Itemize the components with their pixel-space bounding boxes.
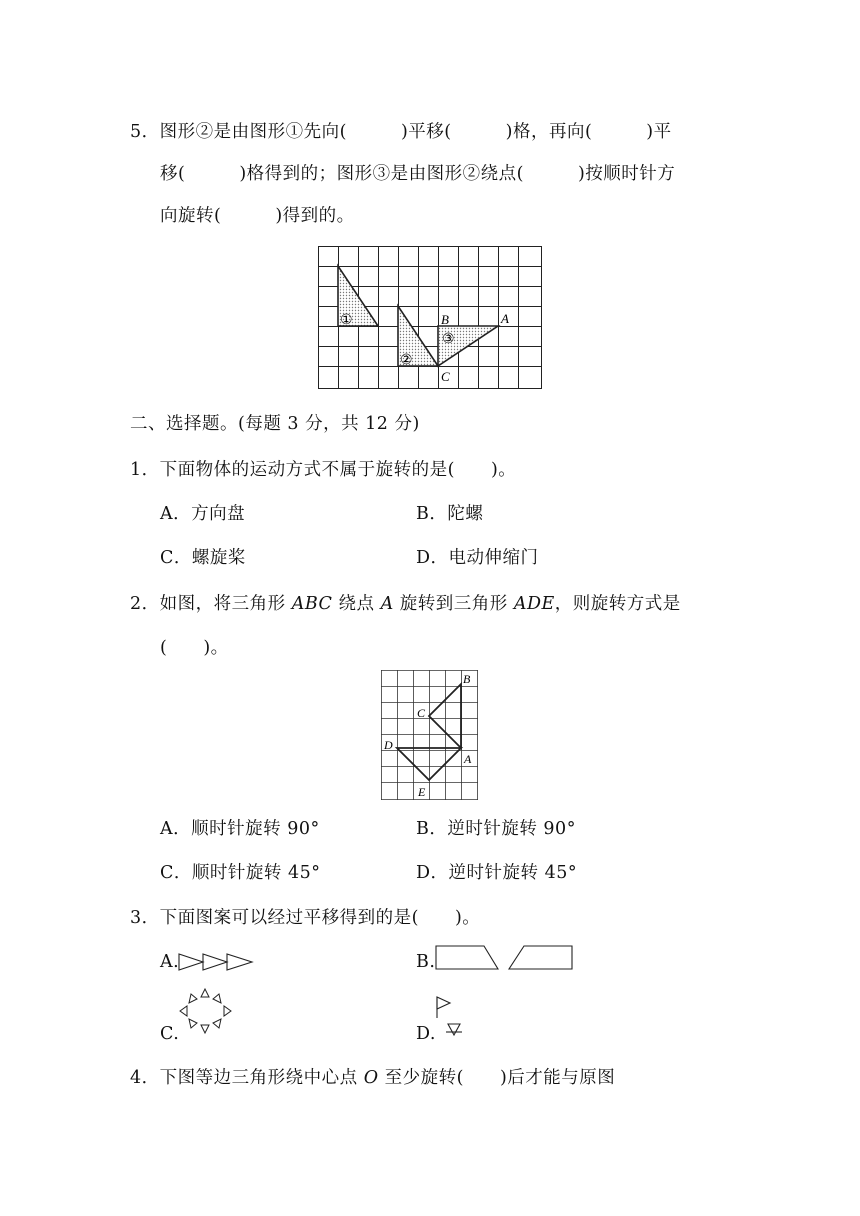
q2-grid-figure <box>381 670 478 800</box>
q3-option-a-figure <box>178 952 256 972</box>
label-A: A <box>464 752 472 766</box>
label-B: B <box>463 672 471 686</box>
q2-option-c: C．顺时针旋转 45° <box>160 863 321 883</box>
q1-option-c: C．螺旋桨 <box>160 548 246 568</box>
q3-option-d-label: D. <box>416 1024 436 1044</box>
q2-option-d: D．逆时针旋转 45° <box>416 863 578 883</box>
label-shape1: ① <box>340 313 353 328</box>
q4-stem: 4．下图等边三角形绕中心点 O 至少旋转( )后才能与原图 <box>130 1068 616 1088</box>
q2-option-b: B．逆时针旋转 90° <box>416 819 576 839</box>
q1-stem: 1．下面物体的运动方式不属于旋转的是( )。 <box>130 460 517 480</box>
triangle-ade <box>397 748 461 780</box>
triangle-abc <box>429 684 461 748</box>
q1-option-b: B．陀螺 <box>416 504 484 524</box>
q2-option-a: A．顺时针旋转 90° <box>160 819 320 839</box>
q3-option-c-figure <box>176 986 236 1038</box>
q2-stem: 2．如图，将三角形 ABC 绕点 A 旋转到三角形 ADE，则旋转方式是 <box>130 594 681 614</box>
label-D: D <box>384 738 393 752</box>
label-E: E <box>418 785 426 799</box>
q5-line2: 移( )格得到的；图形③是由图形②绕点( )按顺时针方 <box>160 164 676 184</box>
label-C: C <box>441 369 450 384</box>
q1-option-d: D．电动伸缩门 <box>416 548 539 568</box>
label-A: A <box>501 311 509 326</box>
q5-grid-figure <box>318 246 542 389</box>
q3-option-b-label: B. <box>416 952 436 972</box>
q3-option-c-label: C. <box>160 1024 180 1044</box>
q5-line3: 向旋转( )得到的。 <box>160 206 355 226</box>
q2-blank: ( )。 <box>160 638 229 658</box>
q3-option-a-label: A. <box>160 952 180 972</box>
label-shape3: ③ <box>442 332 455 347</box>
q3-option-b-figure <box>434 944 574 972</box>
section-heading: 二、选择题。(每题 3 分，共 12 分) <box>130 414 420 434</box>
label-C: C <box>417 706 426 720</box>
label-B: B <box>441 312 449 327</box>
label-shape2: ② <box>400 353 413 368</box>
q1-option-a: A．方向盘 <box>160 504 246 524</box>
q3-stem: 3．下面图案可以经过平移得到的是( )。 <box>130 908 481 928</box>
q5-line1: 5．图形②是由图形①先向( )平移( )格，再向( )平 <box>130 122 672 142</box>
q3-option-d-figure <box>434 994 466 1038</box>
